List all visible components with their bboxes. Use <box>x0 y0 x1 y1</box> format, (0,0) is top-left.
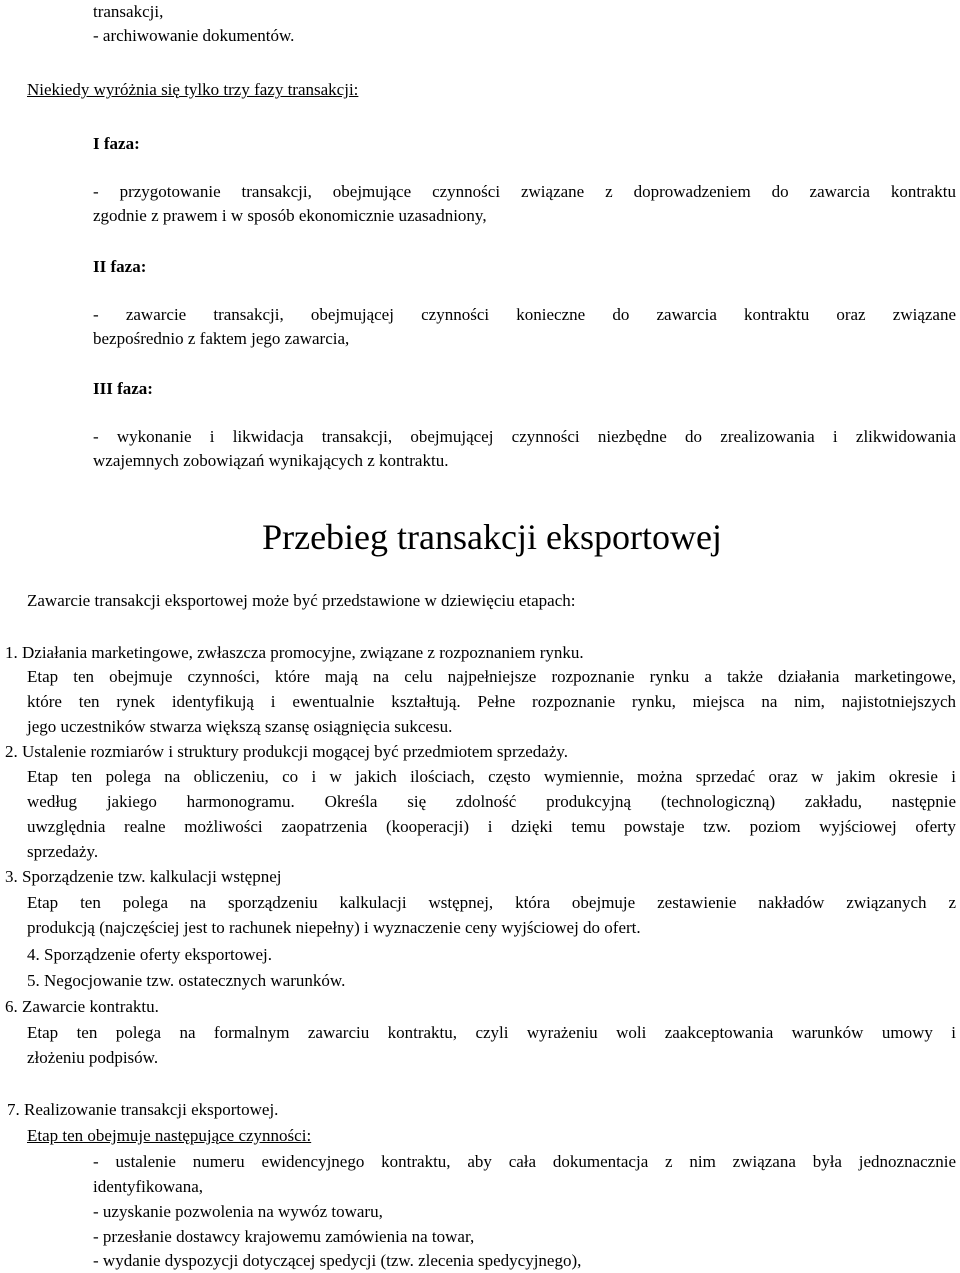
stage-text-line: według jakiego harmonogramu. Określa się zdolność produkcyjną (technologiczną) zakładu, następnie <box>27 792 956 811</box>
stage-text-line: uwzględnia realne możliwości zaopatrzenia (kooperacji) i dzięki temu powstaje tzw. poziom wyjściowej oferty <box>27 817 956 836</box>
phase-heading: III faza: <box>93 379 153 398</box>
stage-heading: 2. Ustalenie rozmiarów i struktury produkcji mogącej być przedmiotem sprzedaży. <box>5 742 569 761</box>
stage-heading: 4. Sporządzenie oferty eksportowej. <box>27 945 272 964</box>
stage-text-line: Etap ten polega na sporządzeniu kalkulacji wstępnej, która obejmuje zestawienie nakładów związanych z <box>27 893 956 912</box>
phase-text-line: - wykonanie i likwidacja transakcji, obejmującej czynności niezbędne do zrealizowania i zlikwidowania <box>93 427 956 446</box>
stage-text-line: Etap ten polega na formalnym zawarciu kontraktu, czyli wyrażeniu woli zaakceptowania warunków umowy i <box>27 1023 956 1042</box>
phases-intro: Niekiedy wyróżnia się tylko trzy fazy transakcji: <box>27 80 359 99</box>
stage-text-line: sprzedaży. <box>27 842 99 861</box>
stage-text-line: które ten rynek identyfikują i ewentualnie kształtują. Pełne rozpoznanie rynku, miejsca na nim, najistotniejszych <box>27 692 956 711</box>
section-lead: Zawarcie transakcji eksportowej może być przedstawione w dziewięciu etapach: <box>27 591 576 610</box>
phase-text-line: zgodnie z prawem i w sposób ekonomicznie uzasadniony, <box>93 206 487 225</box>
phase-text-line: - przygotowanie transakcji, obejmujące czynności związane z doprowadzeniem do zawarcia kontraktu <box>93 182 956 201</box>
activity-line: - przesłanie dostawcy krajowemu zamówienia na towar, <box>93 1227 475 1246</box>
stage-text-line: złożeniu podpisów. <box>27 1048 159 1067</box>
stage-heading: 5. Negocjowanie tzw. ostatecznych warunków. <box>27 971 346 990</box>
phase-text-line: bezpośrednio z faktem jego zawarcia, <box>93 329 350 348</box>
activity-line: - wydanie dyspozycji dotyczącej spedycji (tzw. zlecenia spedycyjnego), <box>93 1251 582 1270</box>
activity-line: identyfikowana, <box>93 1177 203 1196</box>
phase-heading: I faza: <box>93 134 140 153</box>
stage-heading: 3. Sporządzenie tzw. kalkulacji wstępnej <box>5 867 282 886</box>
stage-text-line: jego uczestników stwarza większą szansę osiągnięcia sukcesu. <box>27 717 453 736</box>
phase-text-line: wzajemnych zobowiązań wynikających z kontraktu. <box>93 451 449 470</box>
stage-text-line: Etap ten polega na obliczeniu, co i w jakich ilościach, często wymiennie, można sprzedać oraz w jakim okresie i <box>27 767 956 786</box>
intro-line: transakcji, <box>93 2 164 21</box>
activity-line: - ustalenie numeru ewidencyjnego kontraktu, aby cała dokumentacja z nim związana była jednoznacznie <box>93 1152 956 1171</box>
activity-line: - uzyskanie pozwolenia na wywóz towaru, <box>93 1202 383 1221</box>
stage-text-line: Etap ten obejmuje czynności, które mają na celu najpełniejsze rozpoznanie rynku a także działania marketingowe, <box>27 667 956 686</box>
section-title: Przebieg transakcji eksportowej <box>262 517 722 557</box>
stage-subheading: Etap ten obejmuje następujące czynności: <box>27 1126 312 1145</box>
stage-heading: 7. Realizowanie transakcji eksportowej. <box>7 1100 279 1119</box>
intro-line: - archiwowanie dokumentów. <box>93 26 295 45</box>
phase-heading: II faza: <box>93 257 147 276</box>
phase-text-line: - zawarcie transakcji, obejmującej czynności konieczne do zawarcia kontraktu oraz związane <box>93 305 956 324</box>
stage-heading: 6. Zawarcie kontraktu. <box>5 997 159 1016</box>
stage-heading: 1. Działania marketingowe, zwłaszcza promocyjne, związane z rozpoznaniem rynku. <box>5 643 584 662</box>
stage-text-line: produkcją (najczęściej jest to rachunek niepełny) i wyznaczenie ceny wyjściowej do ofert. <box>27 918 641 937</box>
